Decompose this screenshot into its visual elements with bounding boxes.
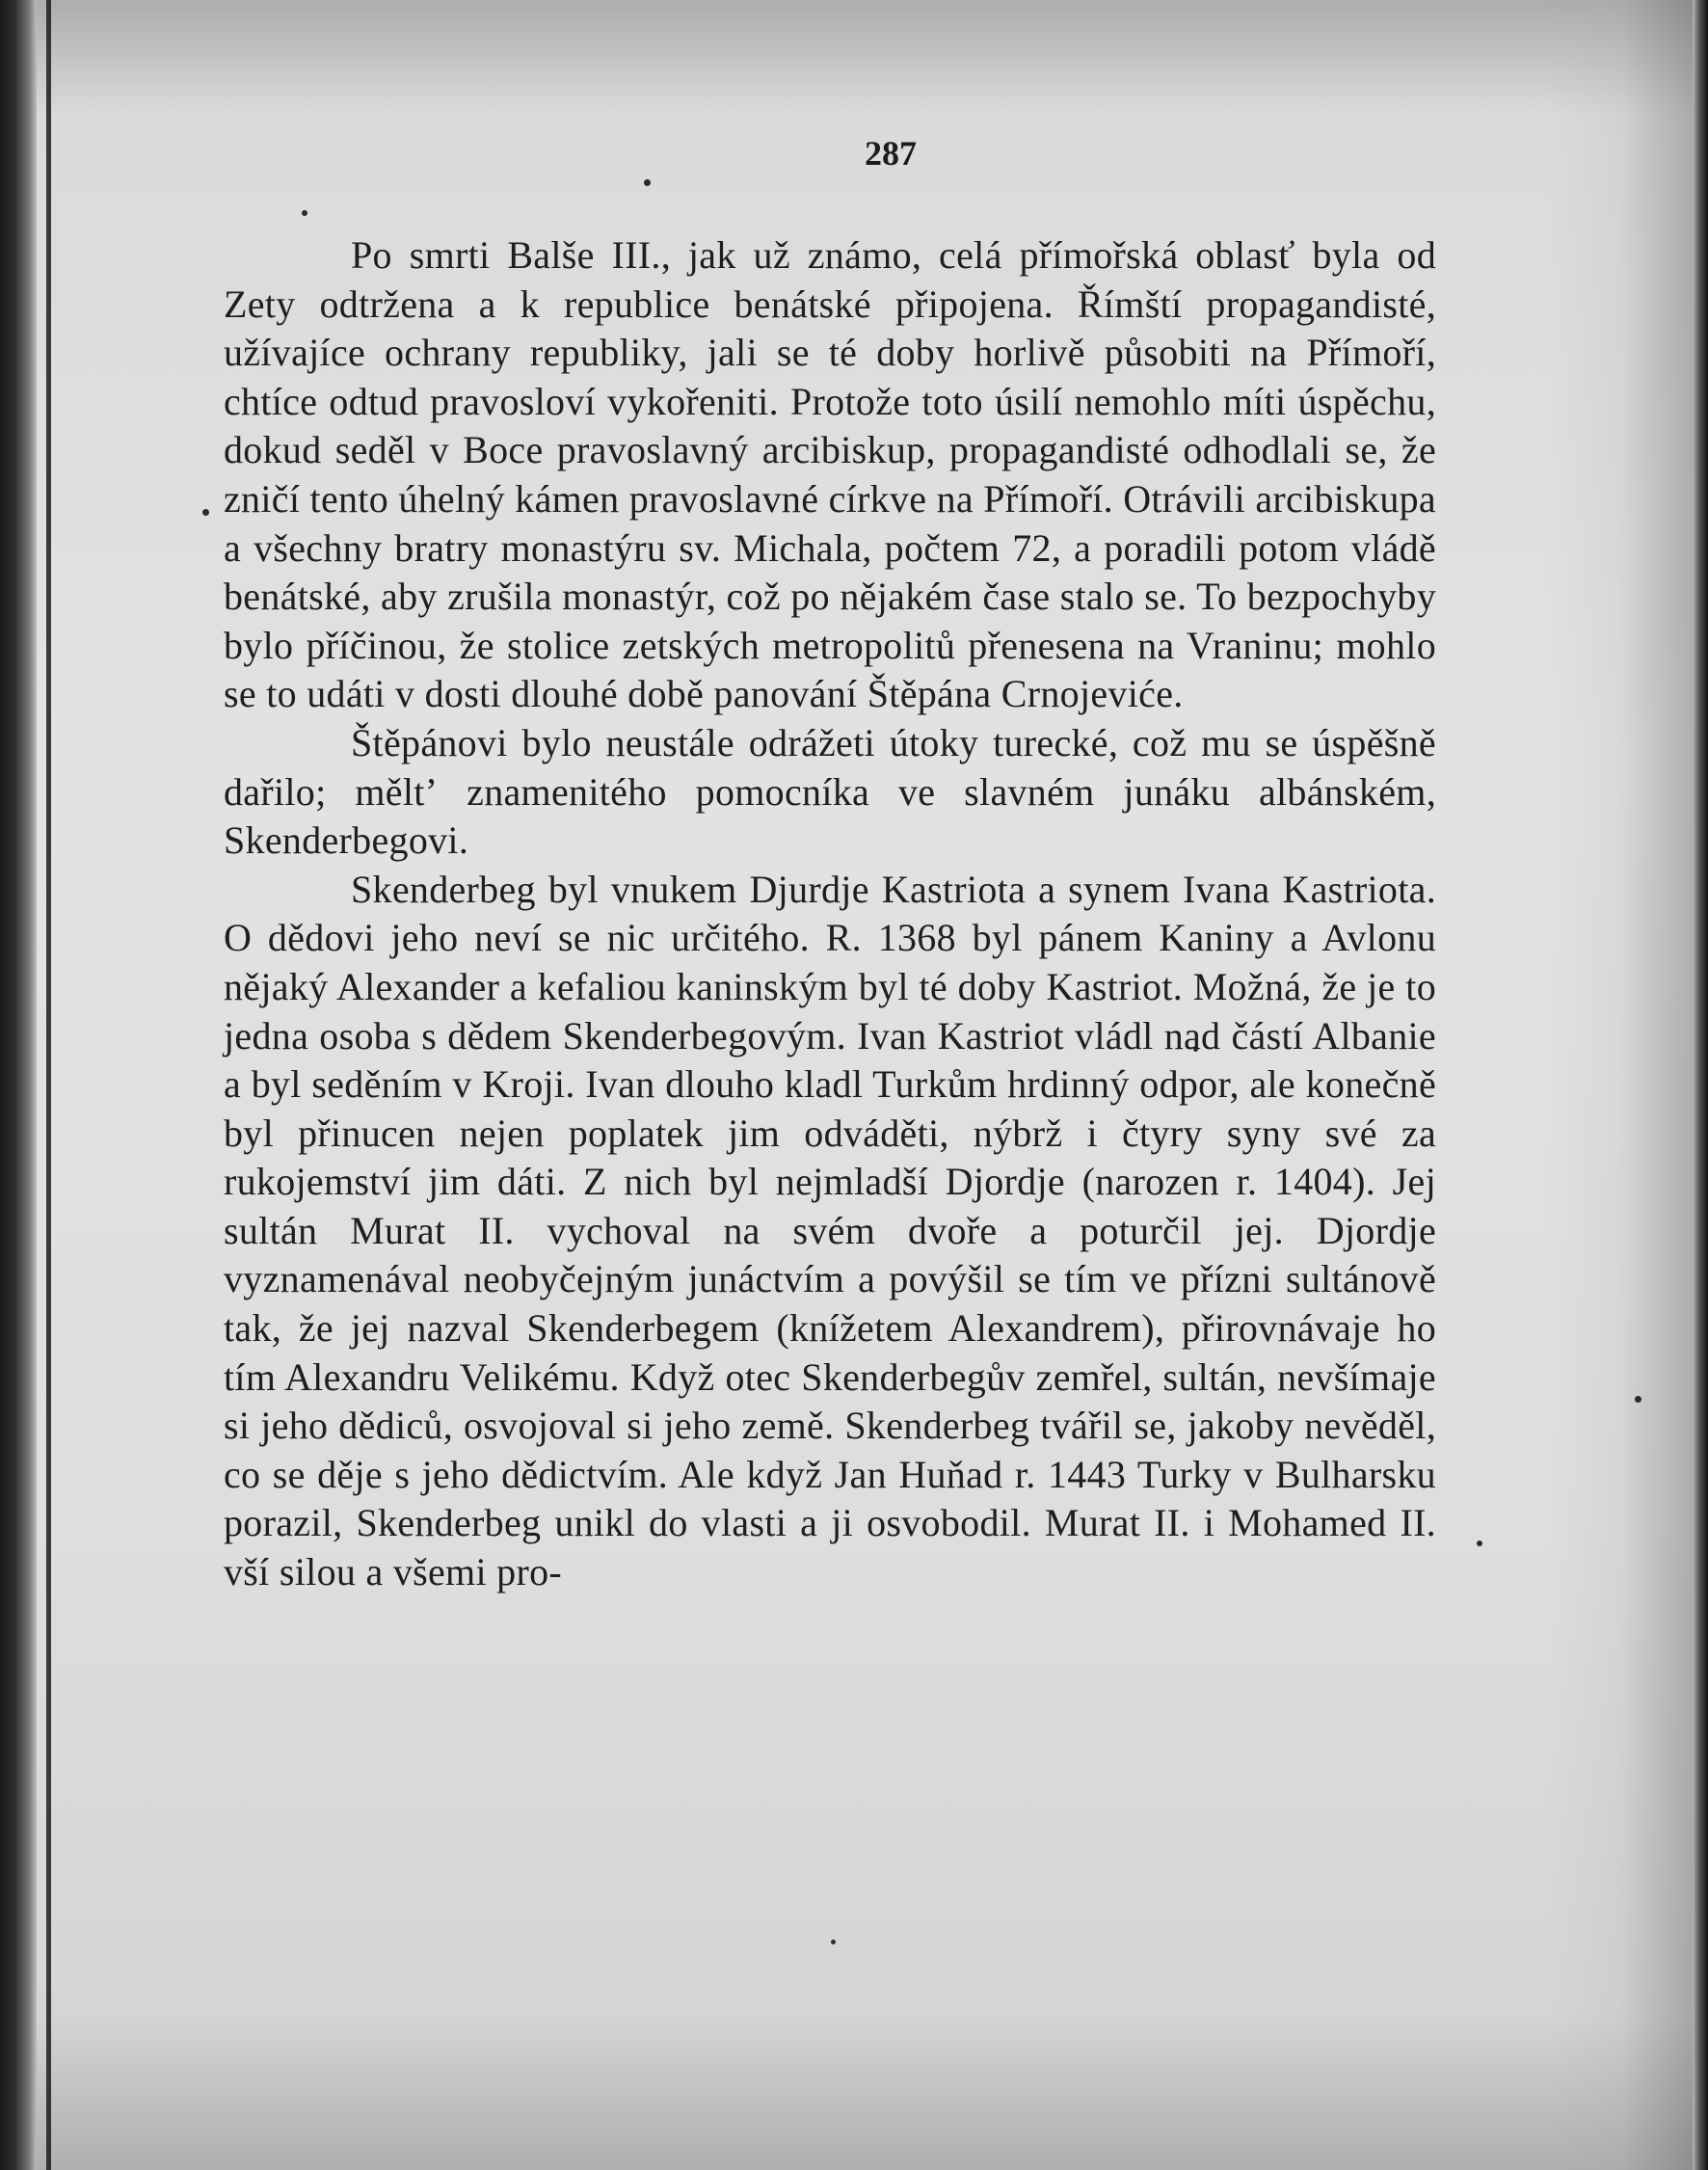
paragraph-3: Skenderbeg byl vnukem Djurdje Kastriota a synem Ivana Kastriota. O dědovi jeho neví se nic určitého. R. 1368 byl pánem Kaniny a Avlonu nějaký Alexander a kefaliou kaninským byl té doby Kastriot. Možná, že je to jedna osoba s dědem Skenderbegovým. Ivan Kastriot vládl nad částí Albanie a byl seděním v Kroji. Ivan dlouho kladl Turkům hrdinný odpor, ale konečně byl přinucen nejen poplatek jim odváděti, nýbrž i čtyry syny své za rukojemství jim dáti. Z nich byl nejmladší Djordje (narozen r. 1404). Jej sultán Murat II. vychoval na svém dvoře a poturčil jej. Djordje vyznamenával neobyčejným junáctvím a povýšil se tím ve přízni sultánově tak, že jej nazval Skenderbegem (knížetem Alexandrem), přirovnávaje ho tím Alexandru Velikému. Když otec Skenderbegův zemřel, sultán, nevšímaje si jeho dědiců, osvojoval si jeho země. Skenderbeg tvářil se, jakoby nevěděl, co se děje s jeho dědictvím. Ale když Jan Huňad r. 1443 Turky v Bulharsku porazil, Skenderbeg unikl do vlasti a ji osvobodil. Murat II. i Mohamed II. vší silou a všemi pro-: [224, 867, 1436, 1594]
speck-7: [1477, 1540, 1482, 1546]
gutter-line: [46, 0, 51, 2170]
bottom-shadow: [0, 2016, 1708, 2170]
book-spine-edge: [0, 0, 37, 2170]
speck-4: [1635, 1396, 1641, 1403]
page-number: 287: [865, 134, 917, 173]
speck-3: [202, 509, 209, 516]
paragraph-2: Štěpánovi bylo neustále odrážeti útoky turecké, což mu se úspěšně dařilo; měltʼ znamenitého pomocníka ve slavném junáku albánském, Skenderbegovi.: [224, 720, 1436, 863]
body-text: [224, 231, 1436, 1597]
speck-2: [302, 210, 307, 216]
paragraph-1: Po smrti Balše III., jak už známo, celá přímořská oblasť byla od Zety odtržena a k republice benátské připojena. Římští propagandisté, užívajíce ochrany republiky, jali se té doby horlivě působiti na Přímoří, chtíce odtud pravosloví vykořeniti. Protože toto úsilí nemohlo míti úspěchu, dokud seděl v Boce pravoslavný arcibiskup, propagandisté odhodlali se, že zničí tento úhelný kámen pravoslavné církve na Přímoří. Otrávili arcibiskupa a všechny bratry monastýru sv. Michala, počtem 72, a poradili potom vládě benátské, aby zrušila monastýr, což po nějakém čase stalo se. To bezpochyby bylo příčinou, že stolice zetských metropolitů přenesena na Vraninu; mohlo se to udáti v dosti dlouhé době panování Štěpána Crnojeviće.: [224, 233, 1436, 716]
page-right-edge: [1693, 0, 1708, 2170]
speck-6: [831, 1940, 836, 1944]
speck-1: [644, 179, 651, 186]
right-shadow: [1548, 0, 1693, 2170]
top-shadow: [0, 0, 1708, 116]
